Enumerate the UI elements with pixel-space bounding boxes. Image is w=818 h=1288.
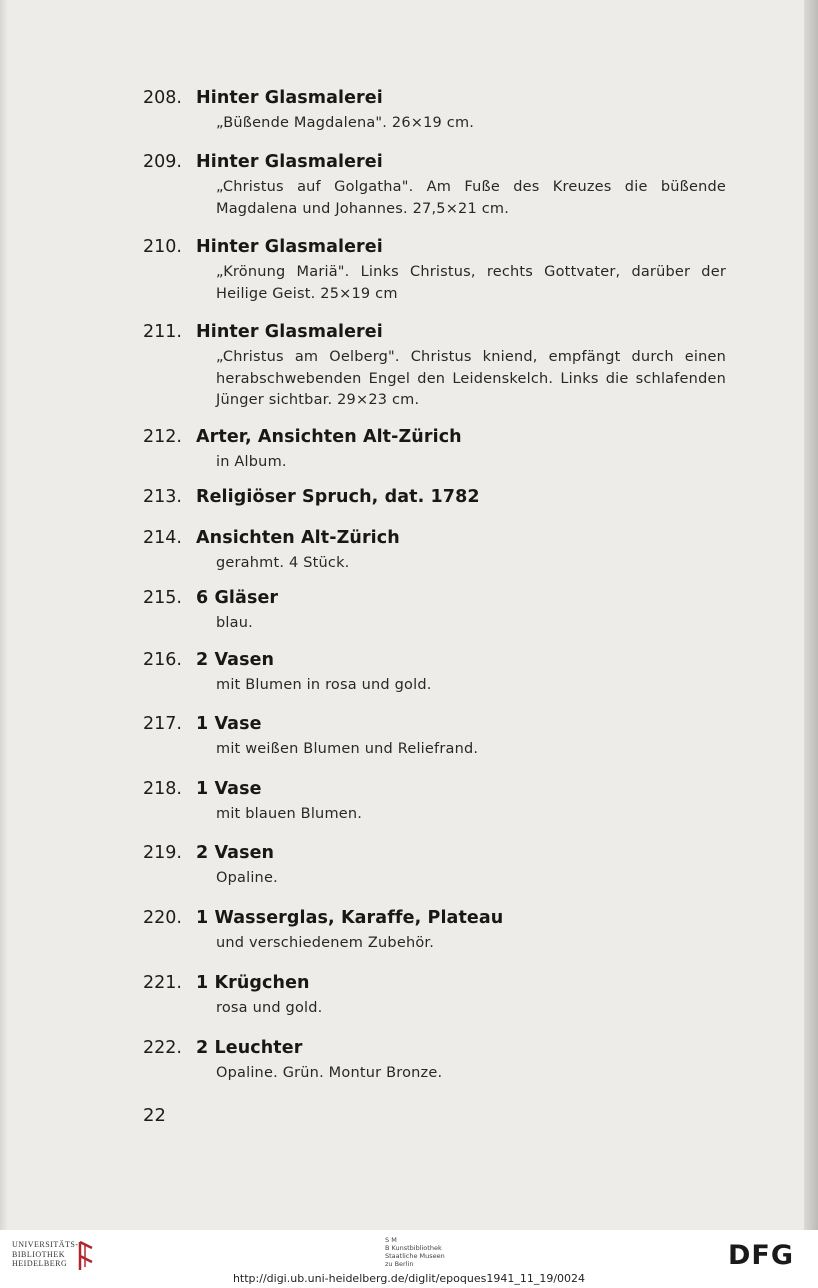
entry-number: 209.: [143, 152, 182, 172]
entry-number: 221.: [143, 973, 182, 993]
entry-description: mit blauen Blumen.: [216, 806, 363, 822]
library-name-line: BIBLIOTHEK: [12, 1249, 65, 1259]
entry-title: 1 Vase: [196, 779, 262, 799]
entry-title: 1 Vase: [196, 714, 262, 734]
stamp-line: zu Berlin: [385, 1260, 414, 1268]
entry-title: 1 Wasserglas, Karaffe, Plateau: [196, 908, 504, 928]
book-spine-shadow: [804, 0, 818, 1230]
museum-stamp: [385, 1236, 445, 1268]
entry-description: mit Blumen in rosa und gold.: [216, 677, 432, 693]
entry-description: „Büßende Magdalena". 26×19 cm.: [216, 115, 475, 131]
entry-title: Ansichten Alt-Zürich: [196, 528, 400, 548]
entry-number: 215.: [143, 588, 182, 608]
entry-number: 212.: [143, 427, 182, 447]
entry-description: „Christus auf Golgatha". Am Fuße des Kreuzes die büßende Magdalena und Johannes. 27,5×21 cm.: [216, 179, 726, 217]
entry-number: 218.: [143, 779, 182, 799]
entry-title: Hinter Glasmalerei: [196, 322, 383, 342]
entry-title: 2 Vasen: [196, 843, 275, 863]
entry-number: 216.: [143, 650, 182, 670]
entry-description: rosa und gold.: [216, 1000, 323, 1016]
entry-title: Hinter Glasmalerei: [196, 152, 383, 172]
entry-description: „Christus am Oelberg". Christus kniend, empfängt durch einen herabschwebenden Engel den Leidenskelch. Links die schlafenden Jünger sichtbar. 29×23 cm.: [216, 349, 726, 408]
library-emblem-icon: [76, 1240, 98, 1272]
entry-number: 210.: [143, 237, 182, 257]
stamp-line: S M: [385, 1236, 397, 1244]
entry-description: mit weißen Blumen und Reliefrand.: [216, 741, 479, 757]
page-edge: [0, 0, 8, 1230]
entry-title: 2 Vasen: [196, 650, 275, 670]
entry-description: „Krönung Mariä". Links Christus, rechts Gottvater, darüber der Heilige Geist. 25×19 cm: [216, 264, 726, 302]
entry-number: 211.: [143, 322, 182, 342]
entry-title: Religiöser Spruch, dat. 1782: [196, 487, 480, 507]
entry-number: 222.: [143, 1038, 182, 1058]
entry-title: Hinter Glasmalerei: [196, 237, 383, 257]
entry-description: Opaline. Grün. Montur Bronze.: [216, 1065, 443, 1081]
entry-title: Hinter Glasmalerei: [196, 88, 383, 108]
entry-title: Arter, Ansichten Alt-Zürich: [196, 427, 462, 447]
library-name-line: HEIDELBERG: [12, 1259, 68, 1268]
entry-description: blau.: [216, 615, 253, 631]
entry-number: 213.: [143, 487, 182, 507]
entry-number: 208.: [143, 88, 182, 108]
entry-title: 1 Krügchen: [196, 973, 310, 993]
stamp-line: B Kunstbibliothek: [385, 1244, 442, 1252]
page-number: 22: [143, 1105, 166, 1126]
library-logo[interactable]: [12, 1240, 79, 1269]
entry-description: und verschiedenem Zubehör.: [216, 935, 435, 951]
entry-number: 219.: [143, 843, 182, 863]
entry-number: 214.: [143, 528, 182, 548]
stamp-line: Staatliche Museen: [385, 1252, 445, 1260]
entry-description: Opaline.: [216, 870, 278, 886]
dfg-logo[interactable]: DFG: [728, 1240, 795, 1271]
entry-description: in Album.: [216, 454, 287, 470]
entry-title: 6 Gläser: [196, 588, 279, 608]
permalink-url[interactable]: http://digi.ub.uni-heidelberg.de/diglit/epoques1941_11_19/0024: [232, 1272, 586, 1285]
entry-description: gerahmt. 4 Stück.: [216, 555, 350, 571]
viewer-footer: [0, 1230, 818, 1288]
library-name-line: UNIVERSITÄTS-: [12, 1240, 79, 1249]
entry-title: 2 Leuchter: [196, 1038, 303, 1058]
entry-number: 217.: [143, 714, 182, 734]
entry-number: 220.: [143, 908, 182, 928]
